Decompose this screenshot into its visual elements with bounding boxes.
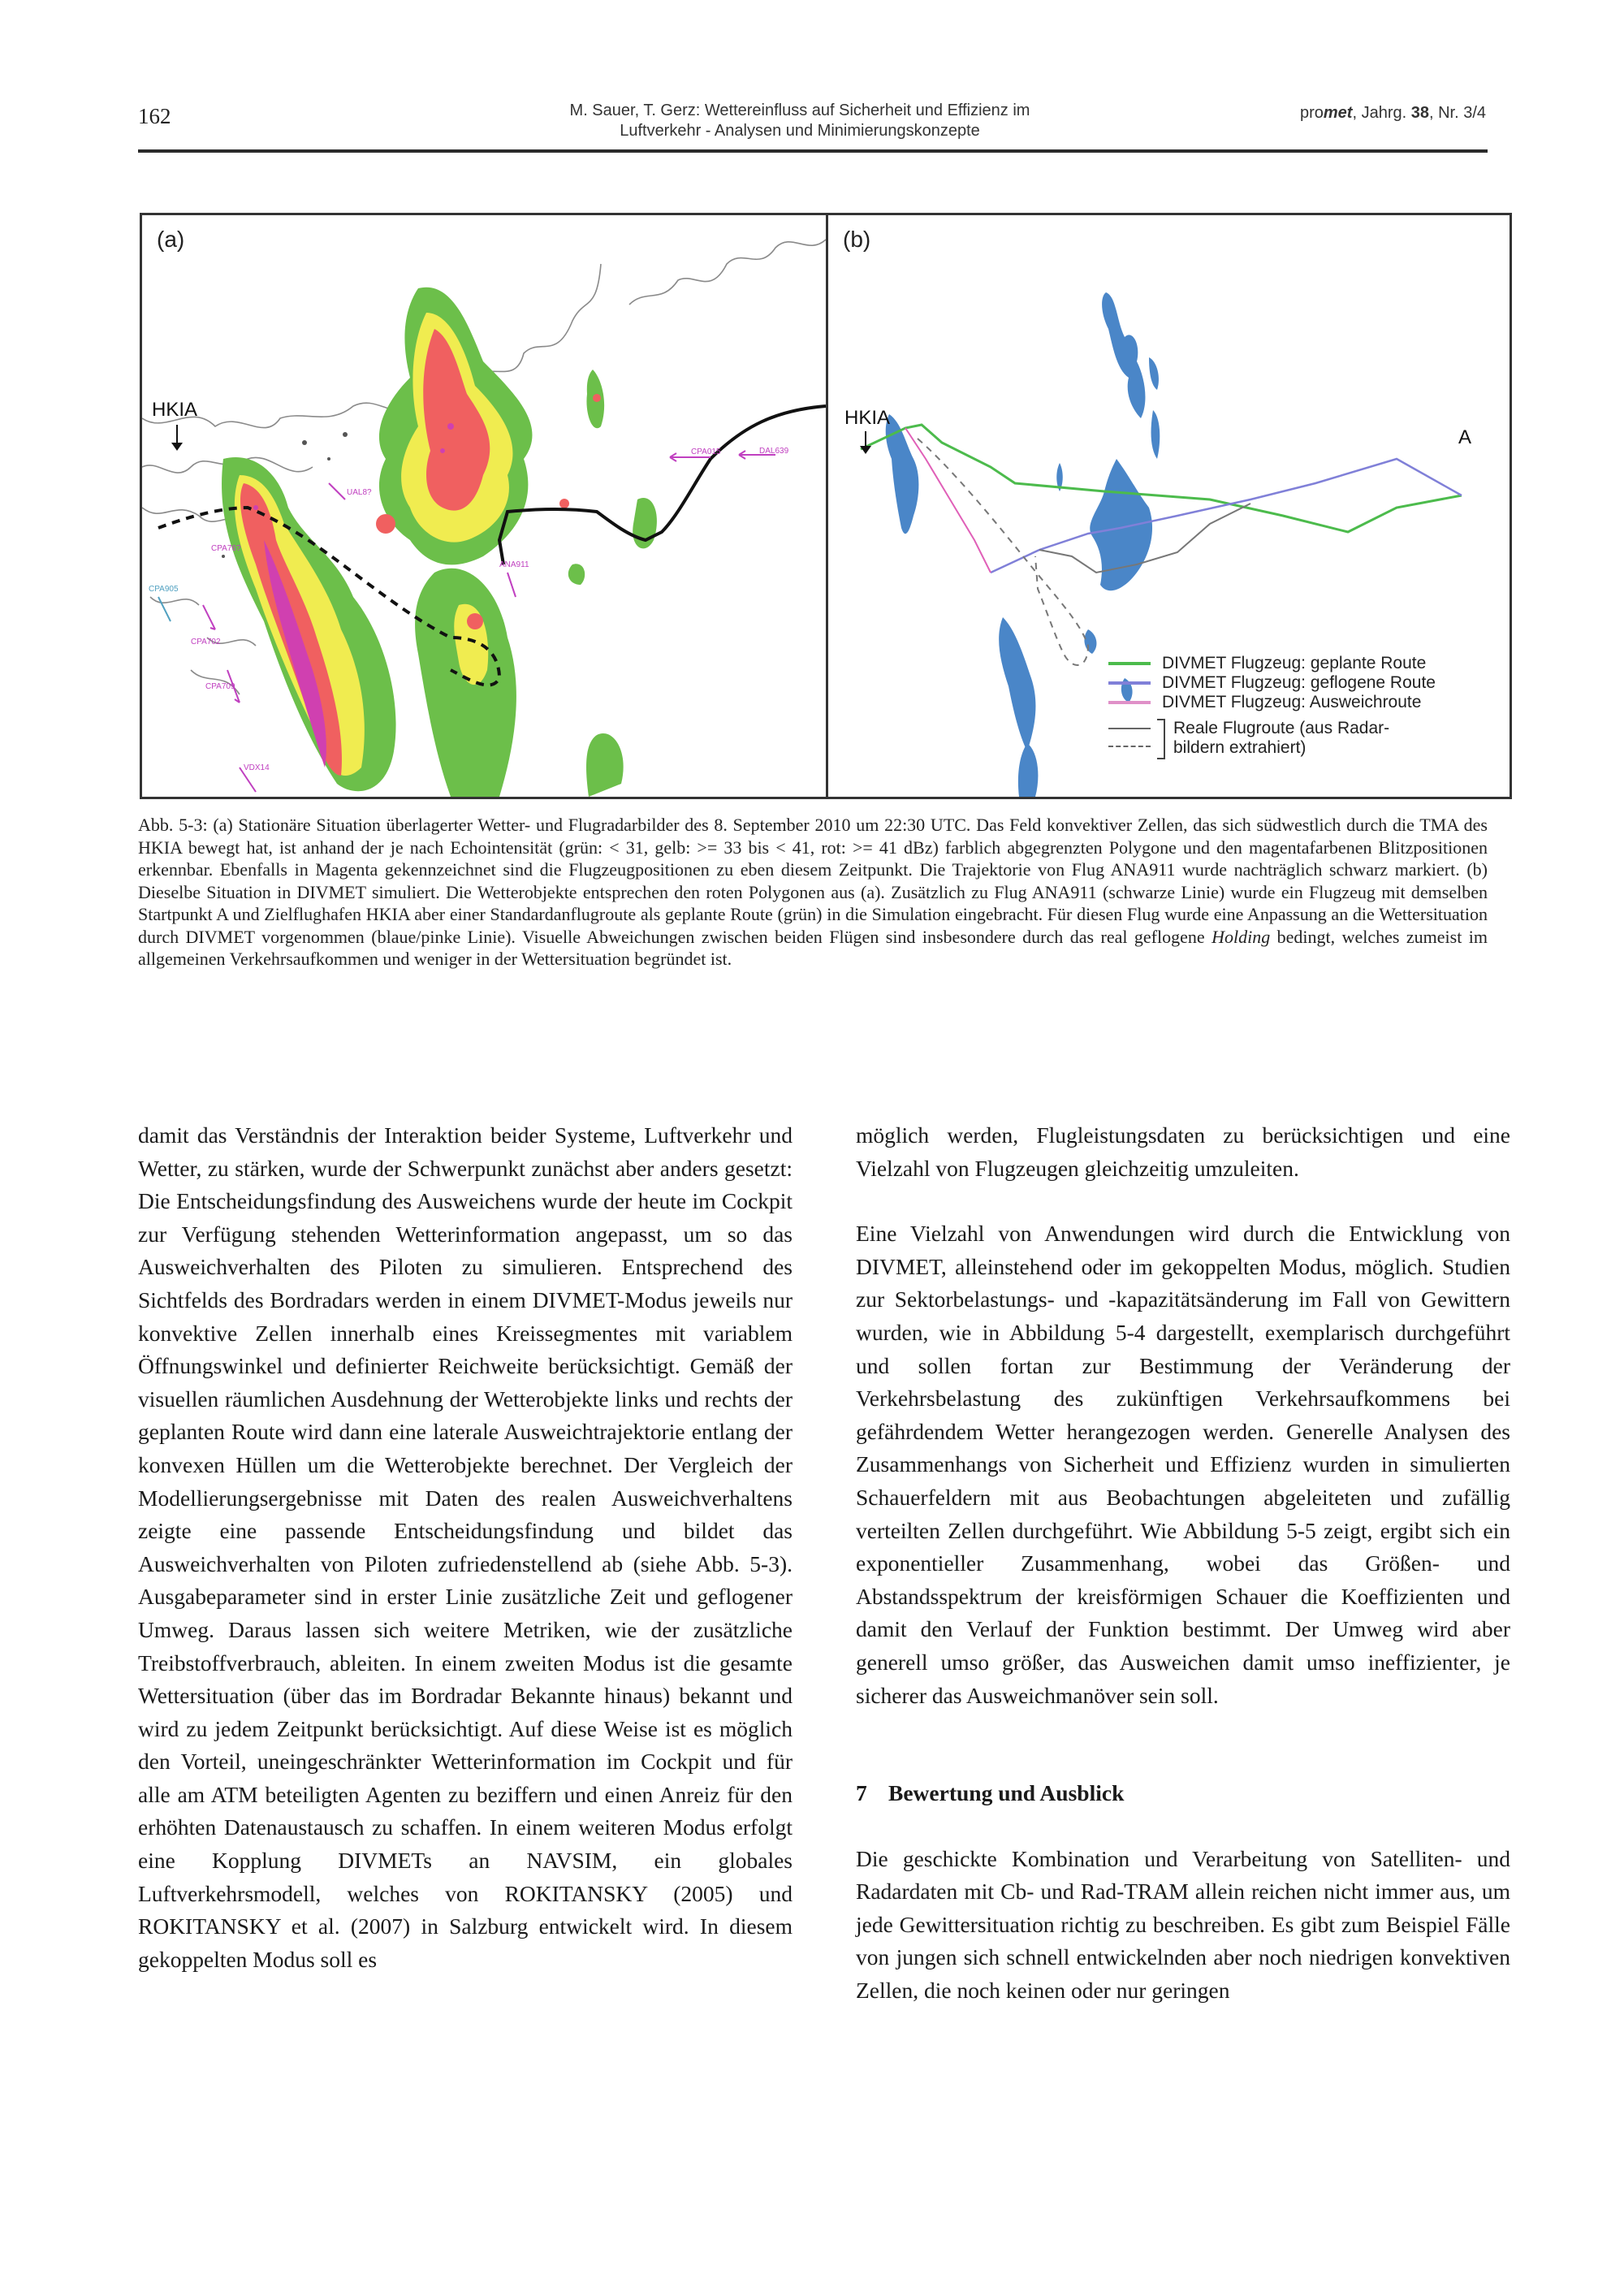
journal-prefix: pro — [1299, 104, 1324, 122]
legend-label: DIVMET Flugzeug: geplante Route — [1162, 654, 1427, 672]
body-column-right — [856, 1119, 1510, 2008]
radar-map-graphic — [142, 215, 826, 797]
panel-a-radar-map — [142, 215, 828, 797]
journal-emph: met — [1323, 104, 1353, 122]
running-title-line2: Luftverkehr - Analysen und Minimierungskonzepte — [620, 122, 980, 140]
figure-caption — [138, 814, 1488, 971]
body-paragraph: Eine Vielzahl von Anwendungen wird durch die Entwicklung von DIVMET, alleinstehend oder im gekoppelten Modus, möglich. Studien zur Sektorbelastungs- und -kapazitätsänderung im Fall von Gewittern wurden, wie in Abbildung 5-4 dargestellt, exemplarisch durchgeführt und sollen fortan zur Bestimmung der Veränderung der Verkehrsbelastung des zukünftigen Verkehrsaufkommens bei gefährdendem Wetter herangezogen werden. Generelle Analysen des Zusammenhangs von Sicherheit und Effizienz wurden in simulierten Schauerfeldern mit aus Beobachtungen abgeleiteten und zufällig verteilten Zellen durchgeführt. Wie Abbildung 5-5 zeigt, ergibt sich ein exponentieller Zusammenhang, wobei das Größen- und Abstandsspektrum der kreisförmigen Schauer die Koeffizienten und damit den Verlauf der Funktion bestimmt. Der Umweg wird aber generell umso größer, das Ausweichen damit umso ineffizienter, je sicherer das Ausweichmanöver sein soll. — [856, 1221, 1510, 1708]
running-title-line1: M. Sauer, T. Gerz: Wettereinfluss auf Sicherheit und Effizienz im — [569, 102, 1030, 119]
legend-label: Reale Flugroute (aus Radar- — [1173, 719, 1390, 737]
flight-label: VDX14 — [244, 763, 270, 772]
flight-label: DAL639 — [759, 447, 789, 456]
flight-label: CPA702 — [191, 638, 221, 646]
journal-issue: , Nr. 3/4 — [1428, 104, 1486, 122]
legend-item-avoidance — [1108, 693, 1436, 712]
legend-swatch-green — [1108, 662, 1151, 665]
journal-year: , Jahrg. — [1352, 104, 1411, 122]
legend-item-real-route — [1108, 719, 1436, 759]
legend-item-flown — [1108, 673, 1436, 693]
section-number: 7 — [856, 1780, 867, 1806]
panel-b-label: (b) — [843, 227, 871, 252]
page-number: 162 — [138, 104, 171, 128]
running-title — [455, 101, 1145, 141]
figure-5-3 — [140, 213, 1512, 799]
arrow-down-icon — [860, 446, 871, 454]
caption-text: bedingt, welches zumeist im allgemeinen Verkehrsaufkommen und weniger in der Wettersituation begründet ist. — [138, 926, 1488, 969]
route-legend — [1108, 654, 1436, 759]
journal-reference — [1300, 104, 1486, 123]
legend-swatch-pink — [1108, 701, 1151, 704]
flight-label: UAL8? — [347, 488, 372, 497]
caption-italic-term: Holding — [1212, 926, 1271, 947]
legend-label: DIVMET Flugzeug: geflogene Route — [1162, 673, 1436, 692]
flight-label: CPA015 — [691, 448, 721, 456]
hkia-label-a: HKIA — [152, 399, 198, 421]
start-point-label: A — [1458, 426, 1472, 448]
legend-brace — [1157, 719, 1165, 759]
body-paragraph: damit das Verständnis der Interaktion beider Systeme, Luftverkehr und Wetter, zu stärken, wurde der Schwerpunkt zunächst aber anders gesetzt: Die Entscheidungsfindung des Ausweichens wurde der heute im Cockpit zur Verfügung stehenden Wetterinformation angepasst, um so das Ausweichverhalten des Piloten zu simulieren. Entsprechend des Sichtfelds des Bordradars werden in einem DIVMET-Modus jeweils nur konvektive Zellen innerhalb eines Kreissegmentes mit variablem Öffnungswinkel und definierter Reichweite berücksichtigt. Gemäß der visuellen räumlichen Ausdehnung der Wetterobjekte links und rechts der geplanten Route wird dann eine laterale Ausweichtrajektorie entlang der konvexen Hüllen um die Wetterobjekte berechnet. Der Vergleich der Modellierungsergebnisse mit Daten des realen Ausweichverhaltens zeigte eine passende Entscheidungsfindung und bildet das Ausweichverhalten von Piloten zufriedenstellend ab (siehe Abb. 5-3). Ausgabeparameter sind in erster Linie zusätzliche Zeit und geflogener Umweg. Daraus lassen sich weitere Metriken, wie der zusätzliche Treibstoffverbrauch, ableiten. In einem zweiten Modus ist die gesamte Wettersituation (über das im Bordradar Bekannte hinaus) bekannt und wird zu jedem Zeitpunkt berücksichtigt. Auf diese Weise ist es möglich den Vorteil, uneingeschränkter Wetterinformation im Cockpit und für alle am ATM beteiligten Agenten zu beziffern und einen Anreiz für den erhöhten Datenaustausch zu schaffen. In einem weiteren Modus erfolgt eine Kopplung DIVMETs an NAVSIM, ein globales Luftverkehrsmodell, welches von ROKITANSKY (2005) und ROKITANSKY et al. (2007) in Salzburg entwickelt wird. In diesem gekoppelten Modus soll es — [138, 1122, 793, 1972]
legend-item-planned — [1108, 654, 1436, 673]
legend-swatch-dashed-gray — [1108, 737, 1151, 755]
legend-label: DIVMET Flugzeug: Ausweichroute — [1162, 693, 1422, 711]
caption-text: Abb. 5-3: (a) Stationäre Situation überlagerter Wetter- und Flugradarbilder des 8. September 2010 um 22:30 UTC. Das Feld konvektiver Zellen, das sich südwestlich durch die TMA des HKIA bewegt hat, ist anhand der je nach Echointensität (grün: < 31, gelb: >= 33 bis < 41, rot: >= 41 dBz) farblich abgegrenzten Polygone und den magentafarbenen Blitzpositionen erkennbar. Ebenfalls in Magenta gekennzeichnet sind die Flugzeugpositionen zu eben diesem Zeitpunkt. Die Trajektorie von Flug ANA911 wurde nachträglich schwarz markiert. (b) Dieselbe Situation in DIVMET simuliert. Die Wetterobjekte entsprechen den roten Polygonen aus (a). Zusätzlich zu Flug ANA911 (schwarze Linie) wurde ein Flugzeug mit demselben Startpunkt A und Zielflughafen HKIA aber einer Standardanflugroute als geplante Route (grün) in die Simulation eingebracht. Für diesen Flug wurde eine Anpassung an die Wettersituation durch DIVMET vorgenommen (blaue/pinke Linie). Visuelle Abweichungen zwischen beiden Flügen sind insbesondere durch das real geflogene — [138, 815, 1488, 947]
legend-swatch-blue — [1108, 681, 1151, 685]
flight-label: CPA709 — [205, 682, 235, 691]
legend-swatch-solid-gray — [1108, 719, 1151, 737]
body-paragraph: möglich werden, Flugleistungsdaten zu berücksichtigen und eine Vielzahl von Flugzeugen gleichzeitig umzuleiten. — [856, 1122, 1510, 1181]
body-paragraph: Die geschickte Kombination und Verarbeitung von Satelliten- und Radardaten mit Cb- und Rad-TRAM allein reichen nicht immer aus, um jede Gewittersituation richtig zu beschreiben. Es gibt zum Beispiel Fälle von jungen sich schnell entwickelnden aber noch niedrigen konvektiven Zellen, die noch keinen oder nur geringen — [856, 1845, 1510, 2004]
header-rule — [138, 149, 1488, 153]
journal-volume: 38 — [1410, 104, 1429, 122]
body-column-left — [138, 1119, 793, 1976]
flight-label: ANA911 — [499, 560, 529, 569]
section-title: Bewertung und Ausblick — [888, 1780, 1125, 1806]
arrow-down-icon — [171, 443, 183, 451]
legend-label: bildern extrahiert) — [1173, 738, 1307, 757]
section-heading — [856, 1777, 1510, 1810]
panel-a-label: (a) — [157, 227, 185, 252]
flight-label: CPA905 — [149, 585, 179, 594]
flight-label: CPA76? — [211, 544, 241, 553]
hkia-label-b: HKIA — [844, 407, 891, 429]
panel-b-divmet-simulation — [828, 215, 1510, 797]
